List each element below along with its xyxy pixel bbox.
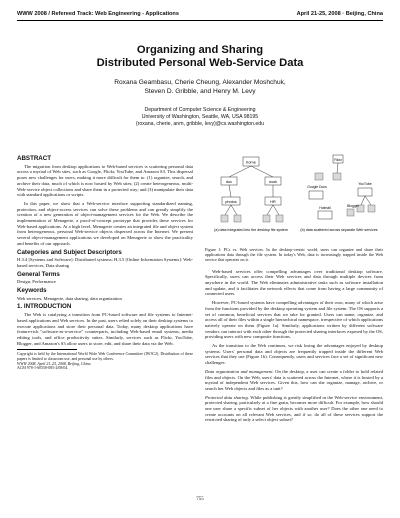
tree-edge: [273, 205, 279, 215]
file-icon: [347, 209, 354, 216]
file-icon: [221, 215, 228, 222]
general-terms-heading: General Terms: [17, 270, 60, 278]
affiliation: [0, 107, 400, 128]
youtube-label: YouTube: [358, 182, 372, 186]
page-number: 755: [196, 497, 204, 502]
introduction-paragraph-1: The Web is catalyzing a transition from PC-based software and file systems to Internet-based applications and Web services. In the past, users relied solely on their desktop systems to execute applications and store their personal data. Today, many desktop applications have feature-rich "software-as-a-service" counterparts, including Web-based email systems, media editing tools, and office productivity suites. Similarly, services such as Flickr, YouTube, Blogger, and Amazon's S3 allow users to store, edit, and share their data via the Web.: [17, 312, 193, 346]
google-docs-label: Google Docs: [307, 185, 327, 189]
header-rule: [17, 20, 383, 21]
categories-heading: Categories and Subject Descriptors: [17, 248, 122, 256]
caption-a-label: (a) data integrated into the desktop file system: [214, 228, 288, 232]
tree-edge: [225, 205, 231, 215]
figure-1-caption: Figure 1: PCs vs. Web services. In the desktop-centric world, users can organize and share their applications data through the file system. In today's Web, data is increasingly trapped inside the Web service that operates on it.: [205, 247, 383, 263]
tree-edge: [229, 166, 251, 177]
caption-b-label: (b) data scattered across separate Web services: [300, 228, 378, 232]
blogger-label: Blogger: [347, 204, 359, 208]
author-list: [0, 78, 400, 96]
running-header-right: April 21-25, 2008 · Beijing, China: [296, 11, 383, 17]
data-organization-paragraph: [205, 369, 383, 392]
flickr-label: Flickr: [334, 158, 342, 162]
youtube-node: [358, 188, 372, 196]
acm-footnote: ACM 978-1-60558-085-2/08/04.: [17, 366, 69, 371]
conference-footnote: WWW 2008, April 21–25, 2008, Beijing, China.: [17, 361, 92, 366]
paper-title: [0, 44, 400, 70]
protected-sharing-heading: Protected data sharing.: [205, 394, 249, 400]
left-column: [17, 153, 193, 371]
right-paragraph-2: However, PC-based systems have compelling advantages of their own, many of which arise from the functions provided by the desktop operating system and file system. The OS supports a set of common, beneficial services that we take for granted. Users can name, organize, and access all of their files within a single hierarchical namespace, irrespective of which applications natively operate on them (Figure 1a). Similarly, applications written by different software vendors can interact with each other through the protected sharing interfaces exposed by the OS, providing users with new composite functions.: [205, 300, 383, 340]
title-line-2: Distributed Personal Web-Service Data: [96, 57, 304, 69]
copyright-footnote: Copyright is held by the International World Wide Web Conference Committee (IW3C2). Distribution of these papers is limited to classroom use, and personal use by others.: [17, 352, 193, 361]
abstract-heading: ABSTRACT: [17, 155, 52, 162]
service-edge: [337, 163, 338, 173]
tree-edge: [231, 205, 237, 215]
data-organization-heading: Data organization and management.: [205, 368, 274, 374]
service-edge: [365, 196, 371, 205]
photos-folder-label: photos: [225, 200, 237, 204]
google-docs-node: [309, 191, 323, 199]
figure-1-diagram: [205, 153, 383, 245]
right-paragraph-3: As the transition to the Web continues, we risk losing the advantages enjoyed by desktop systems. Users' personal data and objects are frequently trapped inside the different Web services that they use (Figure 1b). Consequently, users and services face a set of significant new challenges:: [205, 343, 383, 366]
footnote-rule: [17, 349, 77, 350]
protected-sharing-text: While publishing is greatly simplified in the Web-service environment, protected sharing, particularly at a fine grain, becomes more difficult. For example, how should one user share a specific subset of her objects with another user? Does the other one need to create accounts on all relevant Web services, and if so, do all of these services support the restricted sharing of only a select object subset?: [205, 394, 383, 423]
tree-edge: [251, 166, 273, 177]
doc-folder-label: doc: [225, 180, 233, 184]
abstract-paragraph-2: In this paper, we show that a Web-service interface supporting standardized naming, protection, and object-access services can solve these problems and can greatly simplify the creation of a new generation of object-management services for the Web. We describe the implementation of Menagerie, a proof-of-concept prototype that provides these services for Web-based applications. At a high level, Menagerie creates an integrated file and object system from heterogeneous, personal Web-service objects dispersed across the Internet. We present several object-management applications we developed on Menagerie to show the practicality and benefits of our approach.: [17, 200, 193, 246]
right-paragraph-1: Web-based services offer compelling advantages over traditional desktop software. Specifically, users can access their Web services and data through multiple devices from anywhere in the world. The Web eliminates administrative tasks such as software installation and update, and it facilitates the network effects that come from having a large community of connected users.: [205, 268, 383, 297]
desktop-file-system-tree: [221, 157, 283, 222]
file-icon: [234, 215, 241, 222]
authors-line-2: Steven D. Gribble, and Henry M. Levy: [144, 88, 256, 95]
keywords-heading: Keywords: [17, 287, 47, 295]
right-column: [205, 153, 383, 426]
file-icon: [263, 215, 270, 222]
hotmail-label: Hotmail: [319, 206, 331, 210]
file-icon: [276, 215, 283, 222]
authors-line-1: Roxana Geambasu, Cherie Cheung, Alexander Moshchuk,: [114, 79, 286, 86]
data-organization-text: On the desktop, a user can create a folder to hold related files and objects. On the Web, users' data is scattered across the Internet, where it is hosted by a myriad of independent Web services. Given this, how can she organize, manage, archive, or search her Web objects and files as a unit?: [205, 368, 383, 391]
file-icon: [333, 173, 341, 180]
service-edge: [361, 196, 365, 205]
hr-folder-label: HR: [270, 200, 276, 204]
affiliation-dept: Department of Computer Science & Engineering: [144, 107, 256, 113]
categories-text: H.3.4 [Systems and Software]: Distributed systems; H.3.5 [Online Information Systems]: Web-based services, Data sharing: [17, 257, 193, 268]
figure-1: [205, 153, 383, 245]
file-icon: [315, 173, 323, 180]
affiliation-univ: University of Washington, Seattle, WA, USA 98195: [141, 114, 259, 120]
keywords-text: Web services, Menagerie, data sharing, data organization: [17, 295, 122, 301]
file-icon: [368, 205, 375, 212]
affiliation-emails: {roxana, cherie, anm, gribble, levy}@cs.washington.edu: [135, 121, 265, 127]
home-folder-label: home: [245, 159, 257, 165]
tree-edge: [229, 185, 231, 197]
work-folder-label: work: [268, 180, 278, 184]
web-services-cluster: [307, 155, 375, 219]
protected-sharing-paragraph: [205, 395, 383, 424]
hotmail-node: [318, 211, 332, 219]
introduction-heading: 1. INTRODUCTION: [17, 303, 72, 311]
tree-edge: [267, 205, 273, 215]
title-line-1: Organizing and Sharing: [136, 44, 264, 56]
abstract-paragraph-1: The migration from desktop applications to Web-based services is scattering personal data across a myriad of Web sites, such as Google, Flickr, YouTube, and Amazon S3. This dispersal poses new challenges for users, making it more difficult for them to: (1) organize, search, and archive their data, much of which is now hosted by Web sites; (2) create heterogeneous, multi-Web-service object collections and share them in a protected way; and (3) manipulate their data with standard applications or scripts.: [17, 163, 193, 198]
running-header-left: WWW 2008 / Refereed Track: Web Engineering - Applications: [17, 11, 179, 17]
general-terms-text: Design, Performance: [17, 279, 56, 285]
